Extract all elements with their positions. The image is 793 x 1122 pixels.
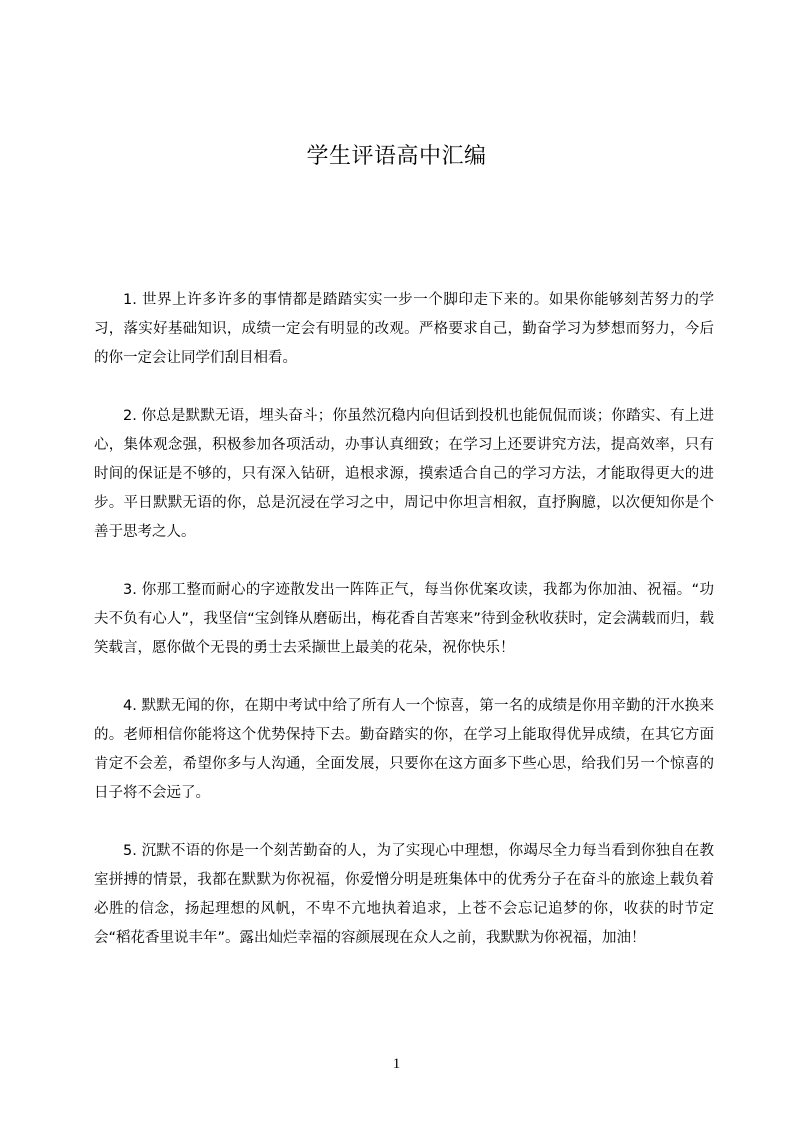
comment-paragraph-1: 1. 世界上许多许多的事情都是踏踏实实一步一个脚印走下来的。如果你能够刻苦努力的学习，落实好基础知识，成绩一定会有明显的改观。严格要求自己，勤奋学习为梦想而努力，今后的你一定会让同学们刮目相看。 (94, 292, 714, 366)
document-title: 学生评语高中汇编 (306, 144, 487, 169)
comment-paragraph-5: 5. 沉默不语的你是一个刻苦勤奋的人，为了实现心中理想，你竭尽全力每当看到你独自在教室拼搏的情景，我都在默默为你祝福，你爱憎分明是班集体中的优秀分子在奋斗的旅途上载负着必胜的信念，扬起理想的风帆，不卑不亢地执着追求，上苍不会忘记追梦的你，收获的时节定会“稻花香里说丰年”。露出灿烂幸福的容颜展现在众人之前，我默默为你祝福，加油！ (94, 843, 714, 946)
document-body (94, 286, 714, 982)
comment-paragraph-4: 4. 默默无闻的你，在期中考试中给了所有人一个惊喜，第一名的成绩是你用辛勤的汗水换来的。老师相信你能将这个优势保持下去。勤奋踏实的你，在学习上能取得优异成绩，在其它方面肯定不会差，希望你多与人沟通，全面发展，只要你在这方面多下些心思，给我们另一个惊喜的日子将不会远了。 (94, 698, 714, 801)
comment-paragraph-2: 2. 你总是默默无语，埋头奋斗；你虽然沉稳内向但话到投机也能侃侃而谈；你踏实、有上进心，集体观念强，积极参加各项活动，办事认真细致；在学习上还要讲究方法，提高效率，只有时间的保证是不够的，只有深入钻研，追根求源，摸索适合自己的学习方法，才能取得更大的进步。平日默默无语的你，总是沉浸在学习之中，周记中你坦言相叙，直抒胸臆，以次便知你是个善于思考之人。 (94, 408, 714, 540)
page-number: 1 (392, 1056, 401, 1072)
comment-paragraph-3: 3. 你那工整而耐心的字迹散发出一阵阵正气，每当你优案攻读，我都为你加油、祝福。“功夫不负有心人”，我坚信“宝剑锋从磨砺出，梅花香自苦寒来”待到金秋收获时，定会满载而归，载笑载言，愿你做个无畏的勇士去采撷世上最美的花朵，祝你快乐！ (94, 582, 714, 656)
